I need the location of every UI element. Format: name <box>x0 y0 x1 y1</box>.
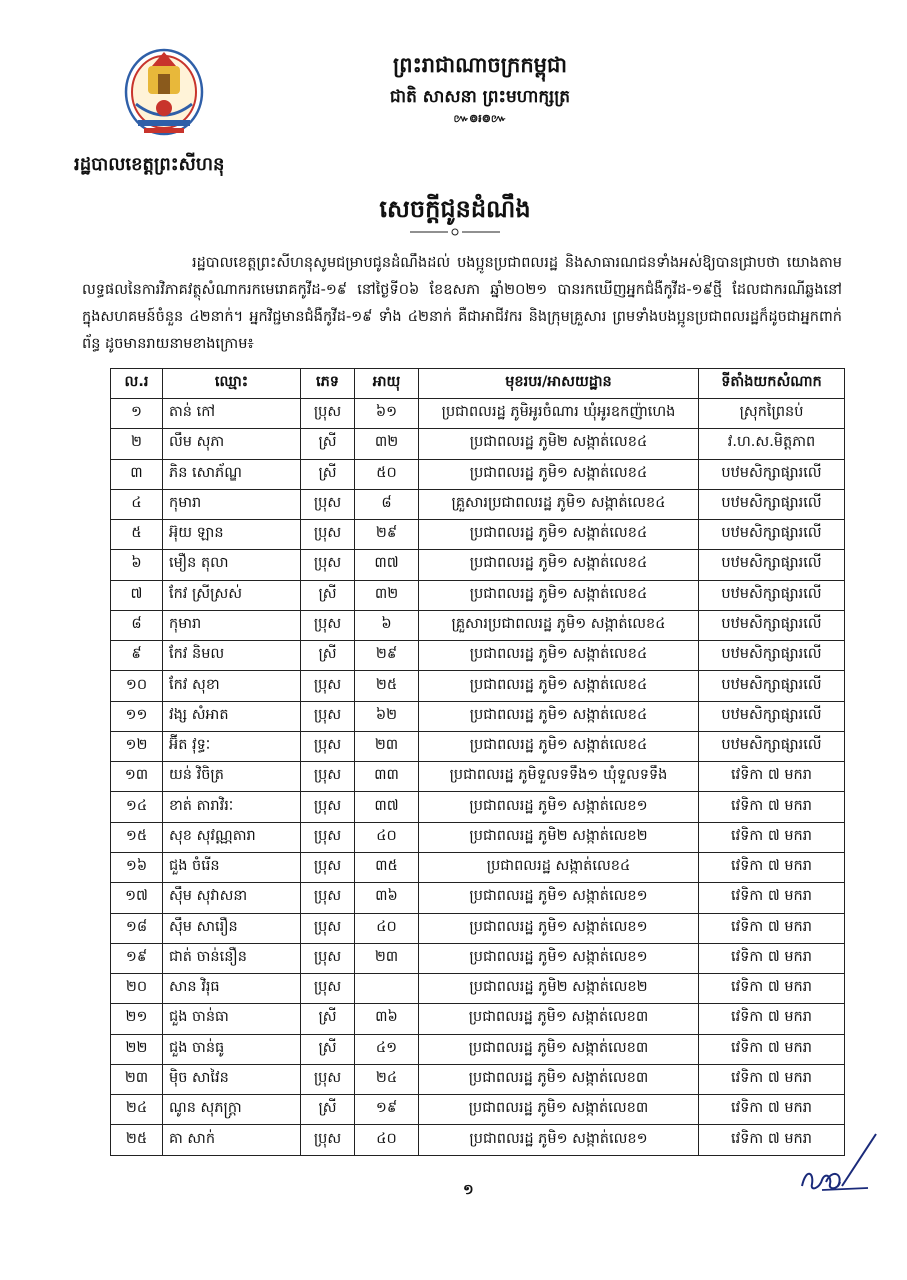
header-ornament: ៚៙៛៙៚ <box>453 112 507 125</box>
cell-sample-site: វេទិកា ៧ មករា <box>699 1034 845 1064</box>
notice-paragraph: រដ្ឋបាលខេត្តព្រះសីហនុសូមជម្រាបជូនដំណឹងដល់ បងប្អូនប្រជាពលរដ្ឋ និងសាធារណជនទាំងអស់ឱ្យបានជ្រាបថា យោងតាមលទ្ធផលនៃការវិភាគវត្ថុសំណាករកមេរោគកូវីដ-១៩ នៅថ្ងៃទី០៦ ខែឧសភា ឆ្នាំ២០២១ បានរកឃើញអ្នកជំងឺកូវីដ-១៩ថ្មី ដែលជាករណីឆ្លងនៅក្នុងសហគមន៍ចំនួន ៤២នាក់។ អ្នកវិជ្ជមានជំងឺកូវីដ-១៩ ទាំង ៤២នាក់ គឺជាអាជីវករ និងក្រុមគ្រួសារ ព្រមទាំងបងប្អូនប្រជាពលរដ្ឋក៏ដូចជាអ្នកពាក់ព័ន្ធ ដូចមានរាយនាមខាងក្រោម៖ <box>82 255 842 352</box>
cell-sex: ប្រុស <box>301 974 355 1004</box>
col-header-sex: ភេទ <box>301 369 355 399</box>
cell-address: ប្រជាពលរដ្ឋ ភូមិ១ សង្កាត់លេខ៤ <box>419 580 699 610</box>
table-row <box>111 792 845 822</box>
cell-address: ប្រជាពលរដ្ឋ ភូមិ១ សង្កាត់លេខ៤ <box>419 731 699 761</box>
cell-sex: ប្រុស <box>301 792 355 822</box>
cell-sample-site: បឋមសិក្សាផ្សារលើ <box>699 550 845 580</box>
cell-address: ប្រជាពលរដ្ឋ ភូមិ១ សង្កាត់លេខ៤ <box>419 701 699 731</box>
cell-no: ១១ <box>111 701 163 731</box>
cell-address: ប្រជាពលរដ្ឋ ភូមិ១ សង្កាត់លេខ៣ <box>419 1064 699 1094</box>
cell-address: ប្រជាពលរដ្ឋ ភូមិ១ សង្កាត់លេខ១ <box>419 792 699 822</box>
cell-sample-site: ស្រុកព្រៃនប់ <box>699 399 845 429</box>
cell-age <box>355 974 419 1004</box>
cell-sample-site: បឋមសិក្សាផ្សារលើ <box>699 701 845 731</box>
cell-no: ១៦ <box>111 852 163 882</box>
cell-name: ម៉ិច សាវៃន <box>163 1064 301 1094</box>
cell-age: ២៩ <box>355 641 419 671</box>
cell-name: សាន វិរុធ <box>163 974 301 1004</box>
cell-no: ២០ <box>111 974 163 1004</box>
cell-address: ប្រជាពលរដ្ឋ ភូមិ១ សង្កាត់លេខ៤ <box>419 641 699 671</box>
cell-sample-site: វេទិកា ៧ មករា <box>699 974 845 1004</box>
cell-sample-site: បឋមសិក្សាផ្សារលើ <box>699 489 845 519</box>
cell-age: ៣៧ <box>355 550 419 580</box>
cell-age: ៥០ <box>355 459 419 489</box>
cell-name: កែវ សុខា <box>163 671 301 701</box>
cell-age: ៣២ <box>355 429 419 459</box>
cell-no: ៩ <box>111 641 163 671</box>
cell-sample-site: បឋមសិក្សាផ្សារលើ <box>699 610 845 640</box>
cell-sample-site: បឋមសិក្សាផ្សារលើ <box>699 731 845 761</box>
cell-no: ៦ <box>111 550 163 580</box>
cell-age: ៣២ <box>355 580 419 610</box>
cell-no: ១៧ <box>111 883 163 913</box>
table-row <box>111 671 845 701</box>
table-row <box>111 943 845 973</box>
cell-name: យន់ វិចិត្រ <box>163 762 301 792</box>
cell-sex: ប្រុស <box>301 701 355 731</box>
cell-no: ២៣ <box>111 1064 163 1094</box>
cell-name: ជាត់ ចាន់នឿន <box>163 943 301 973</box>
cell-sample-site: បឋមសិក្សាផ្សារលើ <box>699 671 845 701</box>
cell-address: ប្រជាពលរដ្ឋ ភូមិ១ សង្កាត់លេខ១ <box>419 943 699 973</box>
cell-address: គ្រួសារប្រជាពលរដ្ឋ ភូមិ១ សង្កាត់លេខ៤ <box>419 610 699 640</box>
page-number: ១ <box>463 1182 474 1198</box>
cell-address: ប្រជាពលរដ្ឋ ភូមិ១ សង្កាត់លេខ៣ <box>419 1004 699 1034</box>
cell-sample-site: វេទិកា ៧ មករា <box>699 822 845 852</box>
table-row <box>111 883 845 913</box>
cell-name: ស៊ឹម សុវាសនា <box>163 883 301 913</box>
handwritten-signature <box>792 1128 882 1198</box>
table-row <box>111 641 845 671</box>
cell-no: ៧ <box>111 580 163 610</box>
cell-sex: ប្រុស <box>301 731 355 761</box>
cell-no: ១៥ <box>111 822 163 852</box>
cell-no: ១៣ <box>111 762 163 792</box>
table-row <box>111 1095 845 1125</box>
table-row <box>111 459 845 489</box>
cell-sex: ប្រុស <box>301 489 355 519</box>
cell-sex: ប្រុស <box>301 943 355 973</box>
cell-sex: ប្រុស <box>301 671 355 701</box>
table-row <box>111 1125 845 1156</box>
cell-age: ៨ <box>355 489 419 519</box>
table-row <box>111 520 845 550</box>
cell-age: ២៣ <box>355 731 419 761</box>
cell-age: ២៣ <box>355 943 419 973</box>
cell-name: ជួង ចំរើន <box>163 852 301 882</box>
cell-sex: ស្រី <box>301 1034 355 1064</box>
cell-no: ២២ <box>111 1034 163 1064</box>
cell-name: ភិន សោភ័ណ្ឌ <box>163 459 301 489</box>
kingdom-title: ព្រះរាជាណាចក្រកម្ពុជា <box>392 53 567 77</box>
cell-sex: ប្រុស <box>301 883 355 913</box>
table-row <box>111 429 845 459</box>
cell-sex: ប្រុស <box>301 520 355 550</box>
cell-sample-site: វេទិកា ៧ មករា <box>699 852 845 882</box>
table-row <box>111 913 845 943</box>
cell-no: ៣ <box>111 459 163 489</box>
cell-sex: ស្រី <box>301 1004 355 1034</box>
cell-age: ១៩ <box>355 1095 419 1125</box>
cell-sample-site: វេទិកា ៧ មករា <box>699 913 845 943</box>
cell-no: ១ <box>111 399 163 429</box>
table-row <box>111 762 845 792</box>
cell-sample-site: បឋមសិក្សាផ្សារលើ <box>699 580 845 610</box>
cell-name: កុមារា <box>163 489 301 519</box>
cell-address: ប្រជាពលរដ្ឋ ភូមិអូរចំណារ ឃុំអូរឧកញ៉ាហេង <box>419 399 699 429</box>
table-row <box>111 1034 845 1064</box>
patient-list-table <box>110 368 845 1156</box>
table-row <box>111 974 845 1004</box>
col-header-sample-site: ទីតាំងយកសំណាក <box>699 369 845 399</box>
table-row <box>111 1004 845 1034</box>
cell-no: ២៤ <box>111 1095 163 1125</box>
cell-no: ១៤ <box>111 792 163 822</box>
cell-address: ប្រជាពលរដ្ឋ ភូមិ១ សង្កាត់លេខ១ <box>419 883 699 913</box>
cell-sample-site: បឋមសិក្សាផ្សារលើ <box>699 520 845 550</box>
cell-no: ២ <box>111 429 163 459</box>
cell-age: ៦២ <box>355 701 419 731</box>
cell-name: វង្ស សំអាត <box>163 701 301 731</box>
cell-no: ៤ <box>111 489 163 519</box>
cell-no: ១៩ <box>111 943 163 973</box>
col-header-age: អាយុ <box>355 369 419 399</box>
cell-sex: ប្រុស <box>301 610 355 640</box>
cell-age: ២៥ <box>355 671 419 701</box>
table-row <box>111 550 845 580</box>
cell-name: គា សាក់ <box>163 1125 301 1156</box>
cell-name: ណូន សុភក្ត្រា <box>163 1095 301 1125</box>
table-row <box>111 822 845 852</box>
cell-address: ប្រជាពលរដ្ឋ ភូមិ១ សង្កាត់លេខ៣ <box>419 1034 699 1064</box>
col-header-no: ល.រ <box>111 369 163 399</box>
cell-sample-site: បឋមសិក្សាផ្សារលើ <box>699 459 845 489</box>
national-motto: ជាតិ សាសនា ព្រះមហាក្សត្រ <box>389 87 571 107</box>
cell-sex: ប្រុស <box>301 1064 355 1094</box>
cell-address: ប្រជាពលរដ្ឋ ភូមិ១ សង្កាត់លេខ៤ <box>419 550 699 580</box>
cell-name: អ៊ុយ ឡាន <box>163 520 301 550</box>
cell-address: ប្រជាពលរដ្ឋ ភូមិ១ សង្កាត់លេខ៤ <box>419 459 699 489</box>
cell-age: ៣៥ <box>355 852 419 882</box>
table-row <box>111 731 845 761</box>
cell-no: ១០ <box>111 671 163 701</box>
notice-body <box>82 250 842 358</box>
table-row <box>111 852 845 882</box>
cell-sex: ប្រុស <box>301 913 355 943</box>
table-row <box>111 580 845 610</box>
cell-address: គ្រួសារប្រជាពលរដ្ឋ ភូមិ១ សង្កាត់លេខ៤ <box>419 489 699 519</box>
cell-sex: ស្រី <box>301 1095 355 1125</box>
cell-no: ១៨ <box>111 913 163 943</box>
cell-address: ប្រជាពលរដ្ឋ ភូមិ១ សង្កាត់លេខ៤ <box>419 671 699 701</box>
cell-name: ខាត់ តារាវិរៈ <box>163 792 301 822</box>
cell-name: អ៊ីត វុទ្ធៈ <box>163 731 301 761</box>
cell-sex: ប្រុស <box>301 822 355 852</box>
cell-no: ២១ <box>111 1004 163 1034</box>
cell-sex: ស្រី <box>301 429 355 459</box>
cell-name: សុខ សុវណ្ណតារា <box>163 822 301 852</box>
cell-sample-site: វេទិកា ៧ មករា <box>699 883 845 913</box>
cell-sex: ប្រុស <box>301 1125 355 1156</box>
issuing-authority: រដ្ឋបាលខេត្តព្រះសីហនុ <box>74 154 225 175</box>
cell-age: ៤០ <box>355 822 419 852</box>
cell-sample-site: វេទិកា ៧ មករា <box>699 943 845 973</box>
table-row <box>111 1064 845 1094</box>
cell-address: ប្រជាពលរដ្ឋ សង្កាត់លេខ៤ <box>419 852 699 882</box>
cell-name: តាន់ កៅ <box>163 399 301 429</box>
cell-sample-site: វេទិកា ៧ មករា <box>699 1125 845 1156</box>
col-header-name: ឈ្មោះ <box>163 369 301 399</box>
cell-sample-site: វេទិកា ៧ មករា <box>699 762 845 792</box>
cell-name: កែវ និមល <box>163 641 301 671</box>
cell-sample-site: វេទិកា ៧ មករា <box>699 1095 845 1125</box>
cell-age: ៦ <box>355 610 419 640</box>
cell-age: ៤១ <box>355 1034 419 1064</box>
cell-name: កែវ ស្រីស្រស់ <box>163 580 301 610</box>
cell-name: ជួង ចាន់ធា <box>163 1004 301 1034</box>
cell-age: ៣៦ <box>355 883 419 913</box>
cell-address: ប្រជាពលរដ្ឋ ភូមិ១ សង្កាត់លេខ១ <box>419 1125 699 1156</box>
cell-no: ១២ <box>111 731 163 761</box>
cell-sex: ស្រី <box>301 459 355 489</box>
cell-age: ២៩ <box>355 520 419 550</box>
col-header-address: មុខរបរ/អាសយដ្ឋាន <box>419 369 699 399</box>
cell-name: ជួង ចាន់ធូ <box>163 1034 301 1064</box>
cell-address: ប្រជាពលរដ្ឋ ភូមិ១ សង្កាត់លេខ៣ <box>419 1095 699 1125</box>
table-row <box>111 610 845 640</box>
cell-no: ២៥ <box>111 1125 163 1156</box>
cell-sex: ប្រុស <box>301 762 355 792</box>
cell-sample-site: វេទិកា ៧ មករា <box>699 1004 845 1034</box>
cell-sample-site: វ.ហ.ស.មិត្តភាព <box>699 429 845 459</box>
table-row <box>111 399 845 429</box>
cell-sex: ស្រី <box>301 580 355 610</box>
cell-name: មឿន តុលា <box>163 550 301 580</box>
cell-sex: ប្រុស <box>301 399 355 429</box>
cell-name: ស៊ឹម សារឿន <box>163 913 301 943</box>
cell-address: ប្រជាពលរដ្ឋ ភូមិ២ សង្កាត់លេខ៤ <box>419 429 699 459</box>
cell-age: ៦១ <box>355 399 419 429</box>
cell-sample-site: វេទិកា ៧ មករា <box>699 1064 845 1094</box>
table-row <box>111 701 845 731</box>
cell-address: ប្រជាពលរដ្ឋ ភូមិ២ សង្កាត់លេខ២ <box>419 822 699 852</box>
cell-name: លឹម សុភា <box>163 429 301 459</box>
cell-sample-site: វេទិកា ៧ មករា <box>699 792 845 822</box>
cell-no: ៨ <box>111 610 163 640</box>
cell-age: ៤០ <box>355 1125 419 1156</box>
table-header-row <box>111 369 845 399</box>
cell-age: ២៤ <box>355 1064 419 1094</box>
cell-sex: ប្រុស <box>301 550 355 580</box>
cell-age: ៤០ <box>355 913 419 943</box>
cell-age: ៣៦ <box>355 1004 419 1034</box>
cell-age: ៣៧ <box>355 792 419 822</box>
provincial-seal-logo <box>122 46 206 140</box>
cell-sex: ប្រុស <box>301 852 355 882</box>
cell-address: ប្រជាពលរដ្ឋ ភូមិ១ សង្កាត់លេខ១ <box>419 913 699 943</box>
document-title: សេចក្តីជូនដំណឹង <box>379 195 531 223</box>
cell-sex: ស្រី <box>301 641 355 671</box>
cell-address: ប្រជាពលរដ្ឋ ភូមិ២ សង្កាត់លេខ២ <box>419 974 699 1004</box>
cell-address: ប្រជាពលរដ្ឋ ភូមិទួលទទឹង១ ឃុំទួលទទឹង <box>419 762 699 792</box>
table-row <box>111 489 845 519</box>
cell-name: កុមារា <box>163 610 301 640</box>
cell-address: ប្រជាពលរដ្ឋ ភូមិ១ សង្កាត់លេខ៤ <box>419 520 699 550</box>
cell-age: ៣៣ <box>355 762 419 792</box>
cell-no: ៥ <box>111 520 163 550</box>
cell-sample-site: បឋមសិក្សាផ្សារលើ <box>699 641 845 671</box>
title-ornament-divider <box>410 228 500 236</box>
